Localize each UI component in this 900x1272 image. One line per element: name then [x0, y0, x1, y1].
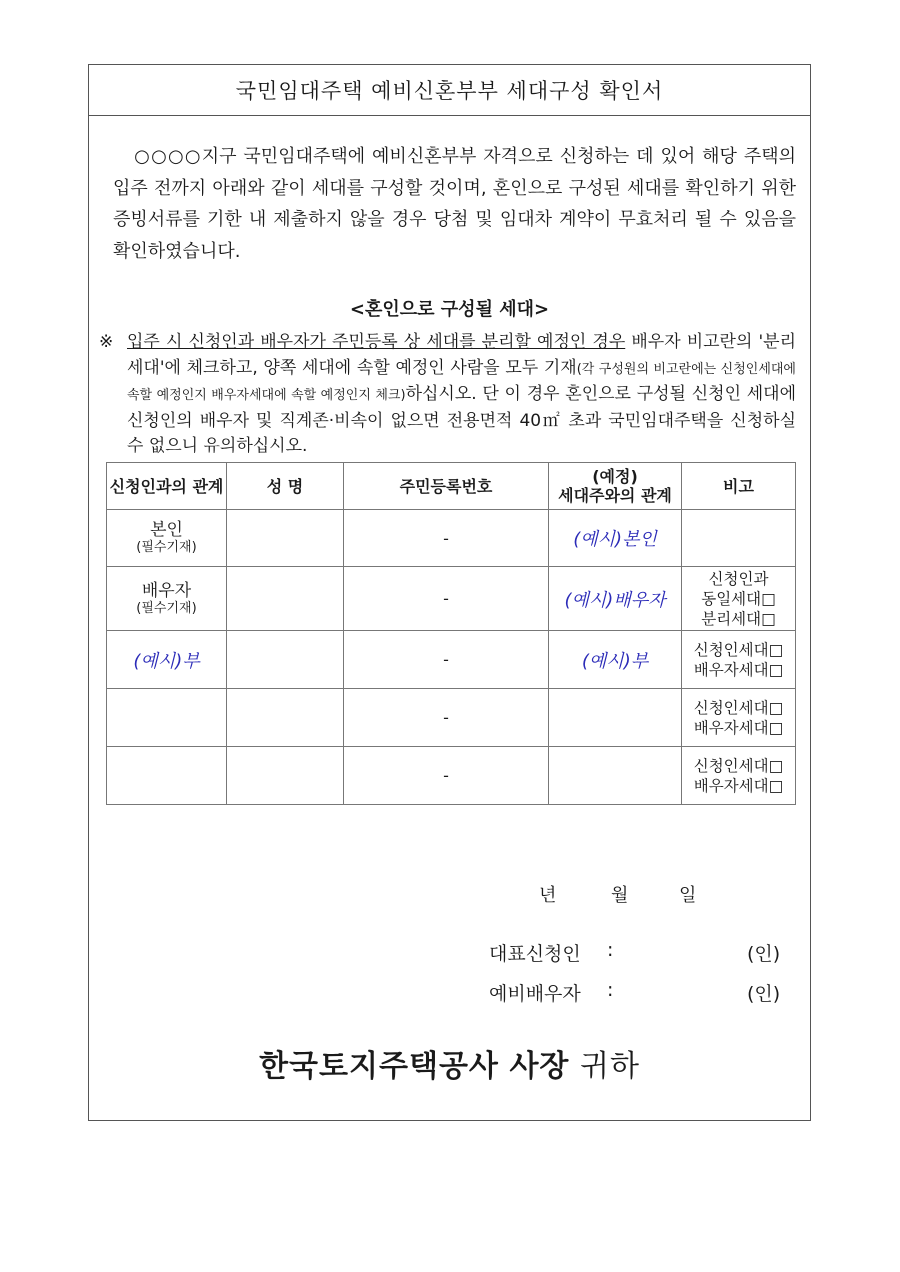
- signature-label: 예비배우자: [489, 983, 581, 1005]
- example-hint: (예시)부: [581, 650, 649, 672]
- resident-number-cell[interactable]: -: [344, 567, 549, 631]
- header-household-relation-line2: 세대주와의 관계: [558, 486, 672, 505]
- name-cell[interactable]: [227, 631, 344, 689]
- name-cell[interactable]: [227, 747, 344, 805]
- household-relation-cell[interactable]: [549, 747, 682, 805]
- remarks-cell[interactable]: [682, 689, 796, 747]
- household-relation-cell[interactable]: [549, 689, 682, 747]
- name-cell[interactable]: [227, 689, 344, 747]
- household-relation-cell[interactable]: [549, 631, 682, 689]
- notice-block: [99, 330, 796, 460]
- form-frame: [88, 64, 811, 1121]
- example-hint: (예시)본인: [573, 529, 657, 550]
- household-relation-cell[interactable]: [549, 510, 682, 567]
- notice-text-1: 배우자 비고란의 '분리세대'에 체크하고, 양쪽 세대에 속할 예정인 사람을 모두 기재: [127, 332, 797, 378]
- example-hint: (예시)부: [133, 650, 200, 672]
- signature-colon: :: [607, 939, 614, 961]
- household-relation-cell[interactable]: [549, 567, 682, 631]
- remarks-cell[interactable]: [682, 631, 796, 689]
- year-label[interactable]: 년: [539, 885, 557, 906]
- notice-small-text: (각 구성원의 비고란에는 신청인세대에 속할 예정인지 배우자세대에 속할 예정인지 체크): [127, 361, 796, 403]
- notice-underlined: 입주 시 신청인과 배우자가 주민등록 상 세대를 분리할 예정인 경우: [127, 332, 626, 352]
- relation-cell[interactable]: [107, 689, 227, 747]
- header-name: 성 명: [227, 463, 344, 510]
- notice-mark: ※: [99, 332, 114, 352]
- remarks-label: 신청인과: [708, 569, 769, 588]
- household-table: [106, 462, 796, 805]
- required-note: (필수기재): [136, 600, 197, 616]
- resident-number-cell[interactable]: -: [344, 631, 549, 689]
- relation-cell[interactable]: [107, 747, 227, 805]
- name-cell[interactable]: [227, 510, 344, 567]
- table-header-row: [107, 463, 796, 510]
- example-hint: (예시)배우자: [564, 589, 666, 611]
- resident-number-cell[interactable]: -: [344, 689, 549, 747]
- table-row: [107, 567, 796, 631]
- addressee-suffix: 귀하: [579, 1049, 640, 1084]
- addressee: [89, 1041, 810, 1085]
- applicant-household-checkbox[interactable]: 신청인세대□: [693, 640, 784, 659]
- name-cell[interactable]: [227, 567, 344, 631]
- section-heading: <혼인으로 구성될 세대>: [349, 299, 550, 320]
- intro-paragraph: [113, 141, 796, 267]
- remarks-cell[interactable]: [682, 747, 796, 805]
- document-title: 국민임대주택 예비신혼부부 세대구성 확인서: [89, 65, 810, 116]
- spouse-household-checkbox[interactable]: 배우자세대□: [693, 660, 784, 679]
- separate-household-checkbox[interactable]: 분리세대□: [701, 609, 776, 628]
- remarks-cell[interactable]: [682, 567, 796, 631]
- required-note: (필수기재): [136, 540, 197, 555]
- header-relation: 신청인과의 관계: [107, 463, 227, 510]
- table-row: [107, 510, 796, 567]
- resident-number-cell[interactable]: -: [344, 510, 549, 567]
- relation-cell[interactable]: [107, 567, 227, 631]
- day-label[interactable]: 일: [679, 885, 697, 906]
- table-row: [107, 747, 796, 805]
- addressee-title: 사장: [509, 1049, 570, 1084]
- table-row: [107, 689, 796, 747]
- relation-text: 배우자: [141, 580, 192, 601]
- remarks-cell[interactable]: [682, 510, 796, 567]
- header-remarks: 비고: [682, 463, 796, 510]
- table-row: [107, 631, 796, 689]
- month-label[interactable]: 월: [611, 885, 629, 906]
- intro-text: ○○○○지구 국민임대주택에 예비신혼부부 자격으로 신청하는 데 있어 해당 주택의 입주 전까지 아래와 같이 세대를 구성할 것이며, 혼인으로 구성된 세대를 확인하기 위한 증빙서류를 기한 내 제출하지 않을 경우 당첨 및 임대차 계약이 무효처리 될 수 있음을 확인하였습니다.: [113, 146, 796, 262]
- applicant-household-checkbox[interactable]: 신청인세대□: [693, 756, 784, 775]
- notice-text-2: 하십시오. 단 이 경우 혼인으로 구성될 신청인 세대에 신청인의 배우자 및 직계존·비속이 없으면 전용면적 40㎡ 초과 국민임대주택을 신청하실 수 없으니 유의하십시오.: [127, 384, 796, 456]
- header-household-relation: [549, 463, 682, 510]
- header-resident-number: 주민등록번호: [344, 463, 549, 510]
- resident-number-cell[interactable]: -: [344, 747, 549, 805]
- spouse-household-checkbox[interactable]: 배우자세대□: [693, 718, 784, 737]
- same-household-checkbox[interactable]: 동일세대□: [701, 589, 776, 608]
- seal-field[interactable]: (인): [747, 983, 781, 1005]
- spouse-household-checkbox[interactable]: 배우자세대□: [693, 776, 784, 795]
- signature-colon: :: [607, 979, 614, 1001]
- addressee-org: 한국토지주택공사: [259, 1049, 499, 1084]
- relation-text: 본인: [150, 520, 183, 540]
- relation-cell[interactable]: [107, 631, 227, 689]
- seal-field[interactable]: (인): [747, 943, 781, 965]
- header-household-relation-line1: (예정): [592, 467, 638, 486]
- signature-label: 대표신청인: [489, 943, 581, 965]
- applicant-household-checkbox[interactable]: 신청인세대□: [693, 698, 784, 717]
- relation-cell[interactable]: [107, 510, 227, 567]
